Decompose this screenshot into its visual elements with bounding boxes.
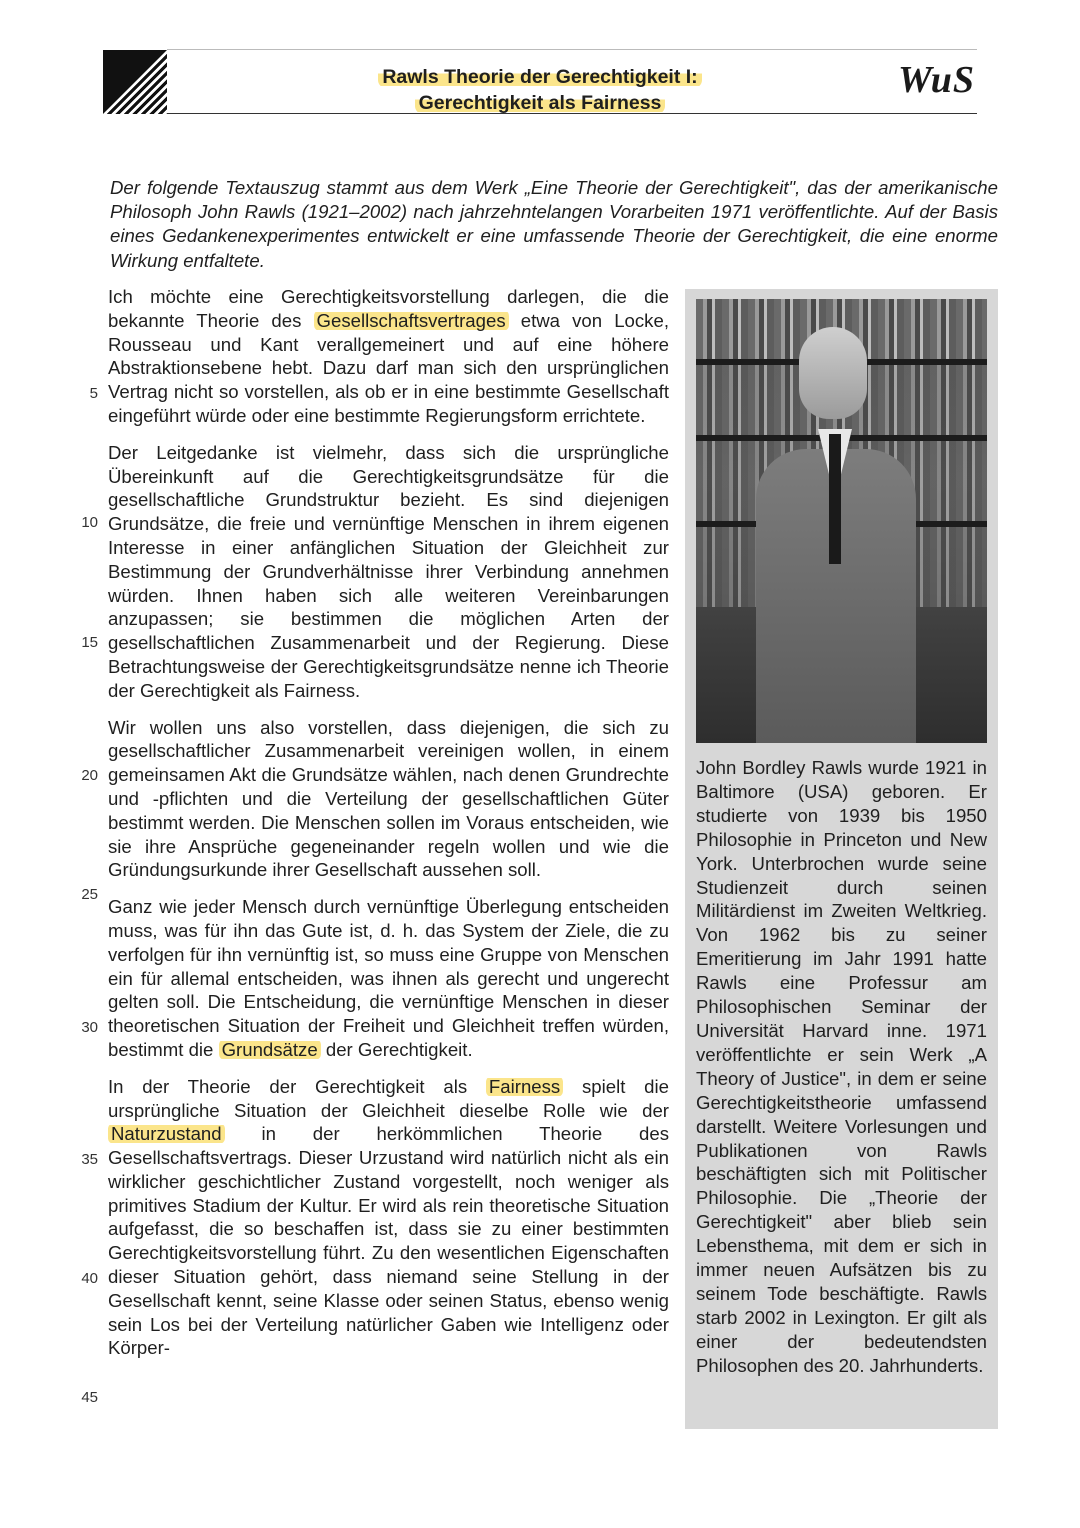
line-number: 30 <box>81 1019 98 1036</box>
paragraph-5: In der Theorie der Gerechtigkeit als Fairness spielt die ursprüngliche Situation der Gleichheit dieselbe Rolle wie der Naturzustand in der herkömmlichen Theorie des Gesellschaftsvertrags. Dieser Urzustand wird natürlich nicht als ein wirklicher geschichtlicher Zustand vorgestellt, noch weniger als primitives Stadium der Kultur. Er wird als rein theoretische Situation aufgefasst, die so beschaffen ist, dass sie zu einer bestimmten Gerechtigkeitsvorstellung führt. Zu den wesentlichen Eigenschaften dieser Situation gehört, dass niemand seine Stellung in der Gesellschaft kennt, seine Klasse oder seinen Status, ebenso wenig sein Los bei der Verteilung natürlicher Gaben wie Intelligenz oder Körper- <box>108 1075 669 1359</box>
line-number: 25 <box>81 886 98 903</box>
title-line-2: Gerechtigkeit als Fairness <box>415 92 666 114</box>
highlight-grundsaetze: Grundsätze <box>219 1039 321 1060</box>
line-number: 20 <box>81 767 98 784</box>
paragraph-4: Ganz wie jeder Mensch durch vernünftige Überlegung entscheiden muss, was für ihn das Gute ist, d. h. das System der Ziele, die zu verfolgen für ihn vernünftig ist, so muss eine Gruppe von Menschen ein für allemal entscheiden, was ihnen als gerecht und ungerecht gelten soll. Die Entscheidung, die vernünftige Menschen in dieser theoretischen Situation der Freiheit und Gleichheit treffen würden, bestimmt die Grundsätze der Gerechtigkeit. <box>108 896 669 1060</box>
paragraph-3: Wir wollen uns also vorstellen, dass diejenigen, die sich zu gesellschaftlicher Zusammenarbeit vereinigen wollen, in einem gemeinsamen Akt die Grundsätze wählen, nach denen Grundrechte und -pflichten und die Verteilung der gesellschaftlichen Güter bestimmt werden. Die Menschen sollen im Voraus entscheiden, wie sie ihre Ansprüche gegeneinander regeln wollen und wie die Gründungsurkunde ihrer Gesellschaft aussehen soll. <box>108 716 669 881</box>
page-title <box>300 64 780 116</box>
line-number: 10 <box>81 514 98 531</box>
line-number: 40 <box>81 1270 98 1287</box>
highlight-naturzustand: Naturzustand <box>108 1123 225 1144</box>
publisher-logo-stripes <box>103 50 167 114</box>
person-head <box>799 327 867 419</box>
sidebar-box <box>685 289 998 1429</box>
highlight-fairness: Fairness <box>486 1076 563 1097</box>
line-number: 35 <box>81 1151 98 1168</box>
paragraph-1: Ich möchte eine Gerechtigkeitsvorstellung darlegen, die die bekannte Theorie des Gesellschaftsvertrages etwa von Locke, Rousseau und Kant verallgemeinert und auf eine höhere Abstraktionsebene hebt. Dazu darf man sich den ursprünglichen Vertrag nicht so vorstellen, als ob er in eine bestimmte Gesellschaft eingeführt würde oder eine bestimmte Regierungsform errichtete. <box>108 286 669 426</box>
title-line-1: Rawls Theorie der Gerechtigkeit I: <box>378 66 701 88</box>
person-tie <box>829 434 841 564</box>
brand-logo: WuS <box>898 59 975 101</box>
paragraph-2: Der Leitgedanke ist vielmehr, dass sich die ursprüngliche Übereinkunft auf die Gerechtigkeitsgrundsätze für die gesellschaftliche Grundstruktur bezieht. Es sind diejenigen Grundsätze, die freie und vernünftige Menschen in ihrem eigenen Interesse in einer anfänglichen Situation der Gleichheit zur Bestimmung der Grundverhältnisse ihrer Verbindung annehmen würden. Ihnen haben sich alle weiteren Vereinbarungen anzupassen; sie bestimmen die möglichen Arten der gesellschaftlichen Zusammenarbeit und der Regierung. Diese Betrachtungsweise der Gerechtigkeitsgrundsätze nenne ich Theorie der Gerechtigkeit als Fairness. <box>108 441 669 701</box>
portrait-photo <box>696 299 987 743</box>
line-number: 15 <box>81 634 98 651</box>
header-top-rule <box>167 49 977 50</box>
highlight-gesellschaftsvertrages: Gesellschaftsvertrages <box>314 310 509 331</box>
line-number: 45 <box>81 1389 98 1406</box>
biography-text: John Bordley Rawls wurde 1921 in Baltimore (USA) geboren. Er studierte von 1939 bis 1950 Philosophie in Princeton und New York. Unterbrochen wurde seine Studienzeit durch seinen Militärdienst im Zweiten Weltkrieg. Von 1962 bis zu seiner Emeritierung im Jahr 1991 hatte Rawls eine Professur am Philosophischen Seminar der Universität Harvard inne. 1971 veröffentlichte er sein Werk „A Theory of Justice", in dem er seine Gerechtigkeitstheorie umfassend darstellt. Weitere Vorlesungen und Publikationen von Rawls beschäftigten sich mit Politischer Philosophie. Die „Theorie der Gerechtigkeit" aber blieb sein Lebensthema, mit dem er sich in immer neuen Aufsätzen bis zu seinem Tode beschäftigte. Rawls starb 2002 in Lexington. Er gilt als einer der bedeutendsten Philosophen des 20. Jahrhunderts. <box>696 757 987 1376</box>
main-text <box>108 285 669 1360</box>
intro-text: Der folgende Textauszug stammt aus dem Werk „Eine Theorie der Gerechtigkeit", das der amerikanische Philosoph John Rawls (1921–2002) nach jahrzehntelangen Vorarbeiten 1971 veröffentlichte. Auf der Basis eines Gedankenexperimentes entwickelt er eine umfassende Theorie der Gerechtigkeit, die eine enorme Wirkung entfaltete. <box>110 177 998 271</box>
line-number: 5 <box>89 385 98 402</box>
